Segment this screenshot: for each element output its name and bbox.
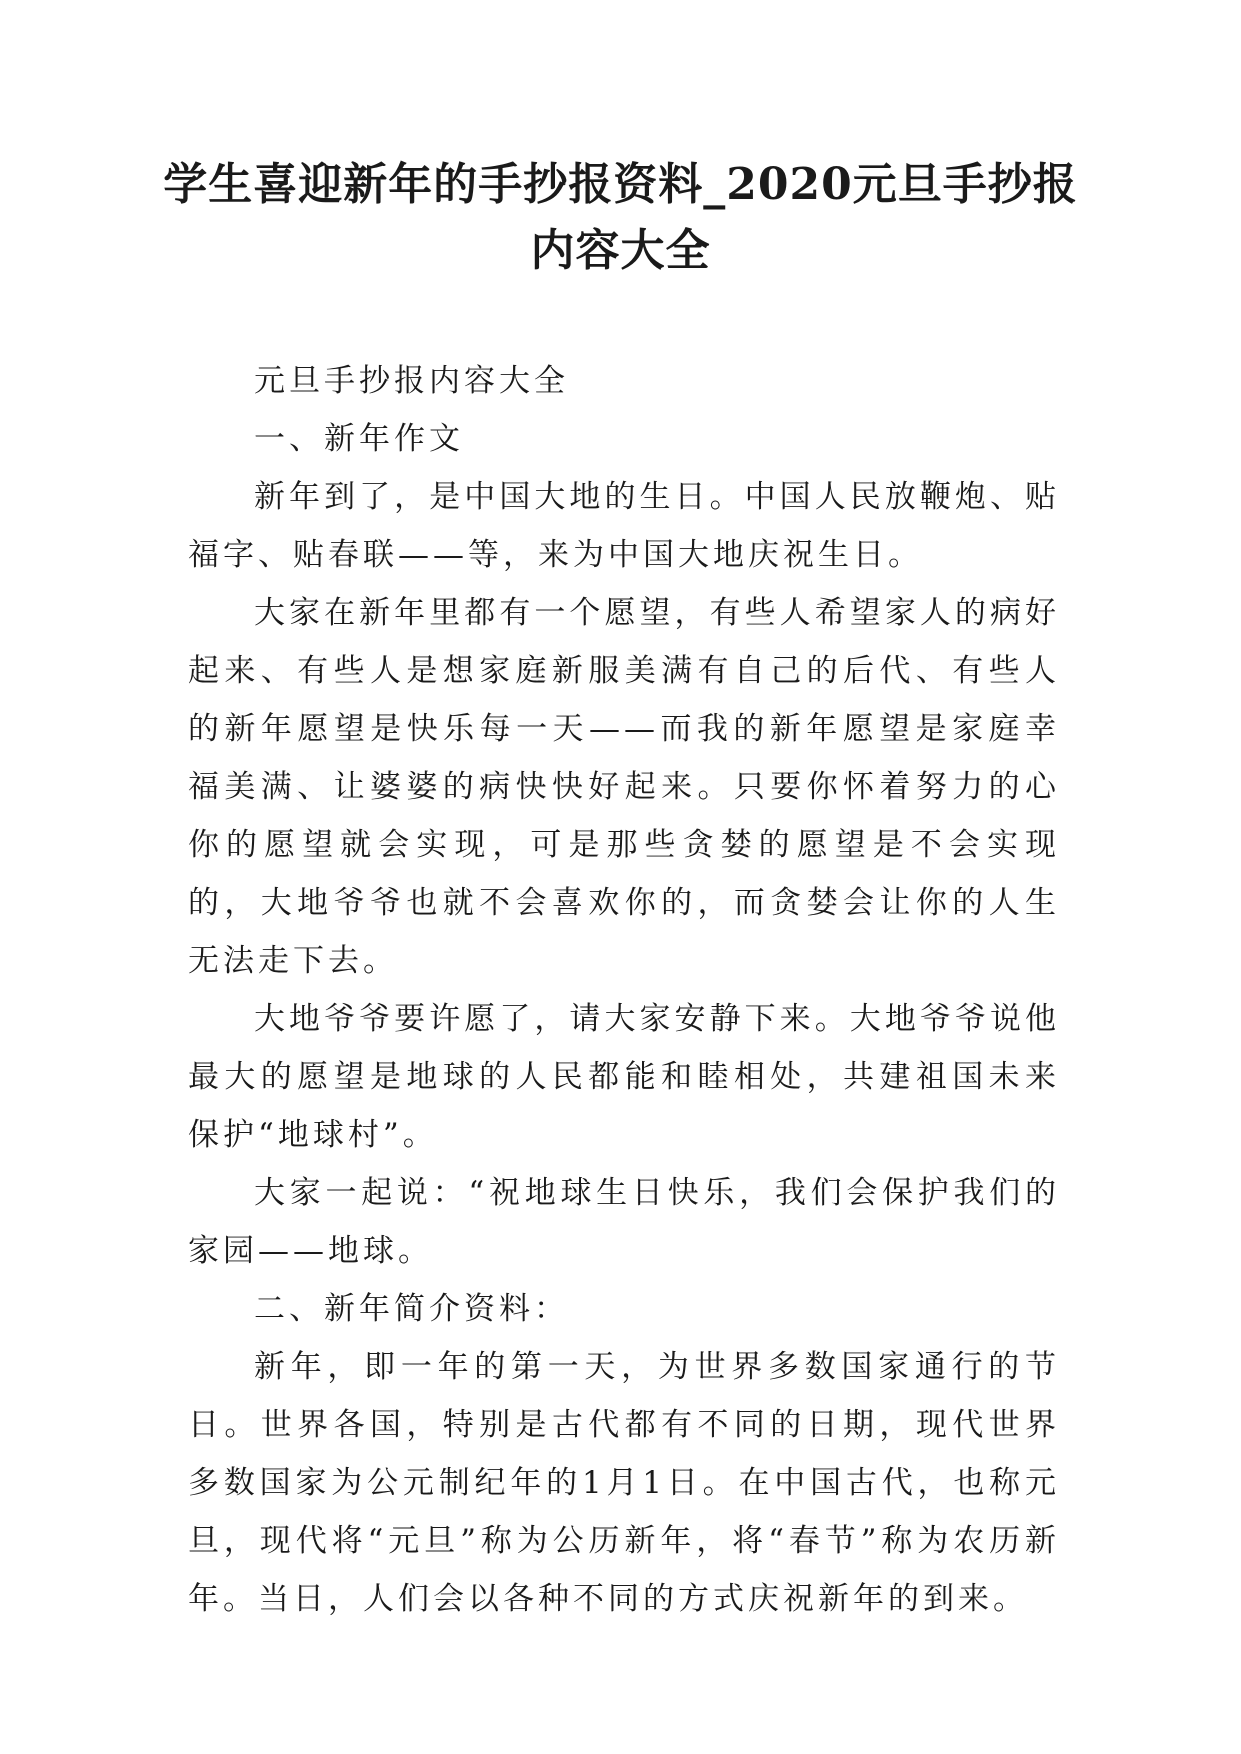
paragraph: 大家在新年里都有一个愿望，有些人希望家人的病好起来、有些人是想家庭新服美满有自己的后代、有些人的新年愿望是快乐每一天——而我的新年愿望是家庭幸福美满、让婆婆的病快快好起来。只要你怀着努力的心你的愿望就会实现，可是那些贪婪的愿望是不会实现的，大地爷爷也就不会喜欢你的，而贪婪会让你的人生无法走下去。 xyxy=(188,595,1060,979)
paragraph: 大家一起说：“祝地球生日快乐，我们会保护我们的家园——地球。 xyxy=(188,1175,1060,1269)
document-title: 学生喜迎新年的手抄报资料_2020元旦手抄报内容大全 xyxy=(163,159,1078,276)
paragraph: 新年，即一年的第一天，为世界多数国家通行的节日。世界各国，特别是古代都有不同的日期，现代世界多数国家为公元制纪年的1月1日。在中国古代，也称元旦，现代将“元旦”称为公历新年，将“春节”称为农历新年。当日，人们会以各种不同的方式庆祝新年的到来。 xyxy=(188,1349,1060,1617)
paragraph: 新年到了，是中国大地的生日。中国人民放鞭炮、贴福字、贴春联——等，来为中国大地庆祝生日。 xyxy=(188,479,1060,573)
paragraph: 大地爷爷要许愿了，请大家安静下来。大地爷爷说他最大的愿望是地球的人民都能和睦相处，共建祖国未来保护“地球村”。 xyxy=(188,1001,1060,1153)
paragraph-heading: 元旦手抄报内容大全 xyxy=(254,363,569,399)
section-heading-intro: 二、新年简介资料： xyxy=(254,1291,569,1327)
document-body xyxy=(188,352,1060,1628)
section-heading-essay: 一、新年作文 xyxy=(254,421,464,457)
